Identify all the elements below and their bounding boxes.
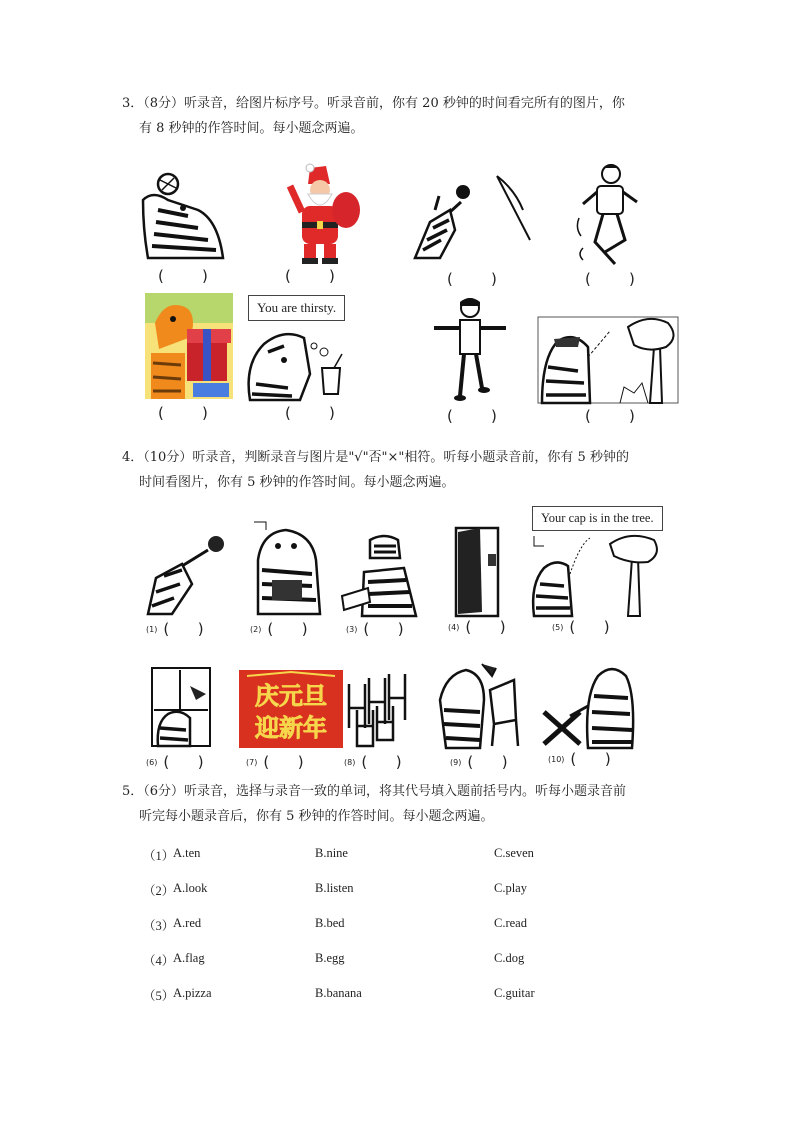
q4-answer-blank-6[interactable]: [146, 753, 204, 771]
q4-answer-blank-10[interactable]: [548, 750, 611, 768]
tiger-tree-picture: [538, 317, 678, 403]
q5-instructions: [122, 780, 626, 829]
q5-row-1-option-c[interactable]: C.seven: [494, 846, 534, 860]
tiger-ball-picture: [138, 170, 228, 260]
q5-row-1-option-b[interactable]: B.nine: [315, 846, 348, 860]
q3-answer-blank-2[interactable]: ( ): [285, 267, 335, 285]
q4-line2: 时间看图片，你有 5 秒钟的作答时间。每小题念两遍。: [139, 474, 455, 490]
q3-line1: 3．（8分）听录音，给图片标序号。听录音前，你有 20 秒钟的时间看完所有的图片，你: [122, 96, 625, 111]
q3-answer-blank-3[interactable]: ( ): [447, 270, 497, 288]
q5-row-4-option-b[interactable]: B.egg: [315, 951, 345, 965]
q5-row-3-option-b[interactable]: B.bed: [315, 916, 345, 930]
q3-answer-blank-8[interactable]: ( ): [585, 407, 635, 425]
q5-row-1-option-a[interactable]: A.ten: [173, 846, 201, 860]
q4-blank-text-6: ( ): [163, 753, 204, 771]
speech-bubble-cap: Your cap is in the tree.: [532, 506, 663, 531]
q4-line1: 4．（10分）听录音，判断录音与图片是"√"否"×"相符。听每小题录音前，你有 5 秒钟的: [122, 450, 629, 465]
q4-blank-text-1: ( ): [163, 620, 204, 638]
q4-num-7: (7): [246, 758, 258, 767]
q4-blank-text-3: ( ): [363, 620, 404, 638]
chairs-picture: [343, 666, 415, 748]
santa-claus-picture: [280, 162, 360, 267]
q4-blank-text-7: ( ): [263, 753, 304, 771]
q4-blank-text-5: ( ): [569, 618, 610, 636]
q5-row-5-option-a[interactable]: A.pizza: [173, 986, 212, 1000]
q4-answer-blank-8[interactable]: [344, 753, 402, 771]
q4-num-3: (3): [346, 625, 358, 634]
q4-instructions: [122, 446, 629, 495]
tiger-reaching-picture: [405, 170, 535, 262]
q4-blank-text-8: ( ): [361, 753, 402, 771]
q4-blank-text-4: ( ): [465, 618, 506, 636]
q5-row-2-number: （2）: [143, 884, 175, 898]
q4-blank-text-10: ( ): [570, 750, 611, 768]
q4-answer-blank-4[interactable]: [448, 618, 506, 636]
q4-num-2: (2): [250, 625, 262, 634]
tiger-at-window-picture: [150, 666, 212, 748]
q4-num-9: (9): [450, 758, 462, 767]
q3-answer-blank-6[interactable]: ( ): [285, 404, 335, 422]
q4-num-5: (5): [552, 623, 564, 632]
q3-answer-blank-4[interactable]: ( ): [585, 270, 635, 288]
q5-row-1-number: （1）: [143, 849, 175, 863]
speech-bubble-thirsty: You are thirsty.: [248, 295, 345, 321]
q5-row-4-option-c[interactable]: C.dog: [494, 951, 525, 965]
q5-line1: 5．（6分）听录音，选择与录音一致的单词，将其代号填入题前括号内。听每小题录音前: [122, 784, 627, 799]
q4-num-4: (4): [448, 623, 460, 632]
q5-row-5-number: （5）: [143, 989, 175, 1003]
tiger-gift-box-picture: [145, 293, 233, 399]
q5-line2: 听完每小题录音后，你有 5 秒钟的作答时间。每小题念两遍。: [139, 808, 494, 824]
q4-num-6: (6): [146, 758, 158, 767]
q4-answer-blank-1[interactable]: [146, 620, 204, 638]
q5-row-3-option-a[interactable]: A.red: [173, 916, 202, 930]
q5-row-3-option-c[interactable]: C.read: [494, 916, 527, 930]
q4-answer-blank-5[interactable]: [552, 618, 610, 636]
q5-row-2-option-a[interactable]: A.look: [173, 881, 208, 895]
tiger-chair-picture: [436, 660, 520, 748]
tiger-catch-ball-picture: [142, 532, 228, 614]
q5-row-4-option-a[interactable]: A.flag: [173, 951, 205, 965]
q4-blank-text-2: ( ): [267, 620, 308, 638]
boy-running-picture: [575, 162, 645, 270]
q4-num-10: (10): [548, 755, 565, 764]
q5-row-5-option-b[interactable]: B.banana: [315, 986, 362, 1000]
q4-answer-blank-7[interactable]: [246, 753, 304, 771]
tiger-drawing-picture: [340, 532, 422, 616]
boy-arms-out-picture: [430, 296, 510, 404]
poster-text-1: 庆元旦: [255, 682, 327, 710]
q3-answer-blank-1[interactable]: ( ): [158, 267, 208, 285]
tiger-reading-picture: [252, 520, 324, 614]
q4-answer-blank-3[interactable]: [346, 620, 404, 638]
new-year-poster-picture: [239, 670, 343, 748]
q3-line2: 有 8 秒钟的作答时间。每小题念两遍。: [139, 120, 364, 136]
q5-row-2-option-c[interactable]: C.play: [494, 881, 527, 895]
q3-instructions: [122, 92, 625, 141]
q3-answer-blank-7[interactable]: ( ): [447, 407, 497, 425]
q4-answer-blank-2[interactable]: [250, 620, 308, 638]
q4-num-8: (8): [344, 758, 356, 767]
q4-num-1: (1): [146, 625, 158, 634]
tiger-cap-tree-picture: [530, 534, 660, 616]
tiger-pointing-picture: [540, 656, 640, 748]
q5-row-5-option-c[interactable]: C.guitar: [494, 986, 535, 1000]
q4-blank-text-9: ( ): [467, 753, 508, 771]
poster-text-2: 迎新年: [255, 714, 327, 742]
q5-row-4-number: （4）: [143, 954, 175, 968]
q3-answer-blank-5[interactable]: ( ): [158, 404, 208, 422]
door-picture: [452, 524, 502, 616]
q4-answer-blank-9[interactable]: [450, 753, 508, 771]
thirsty-tiger-picture: [244, 324, 364, 400]
q5-row-2-option-b[interactable]: B.listen: [315, 881, 354, 895]
q5-row-3-number: （3）: [143, 919, 175, 933]
